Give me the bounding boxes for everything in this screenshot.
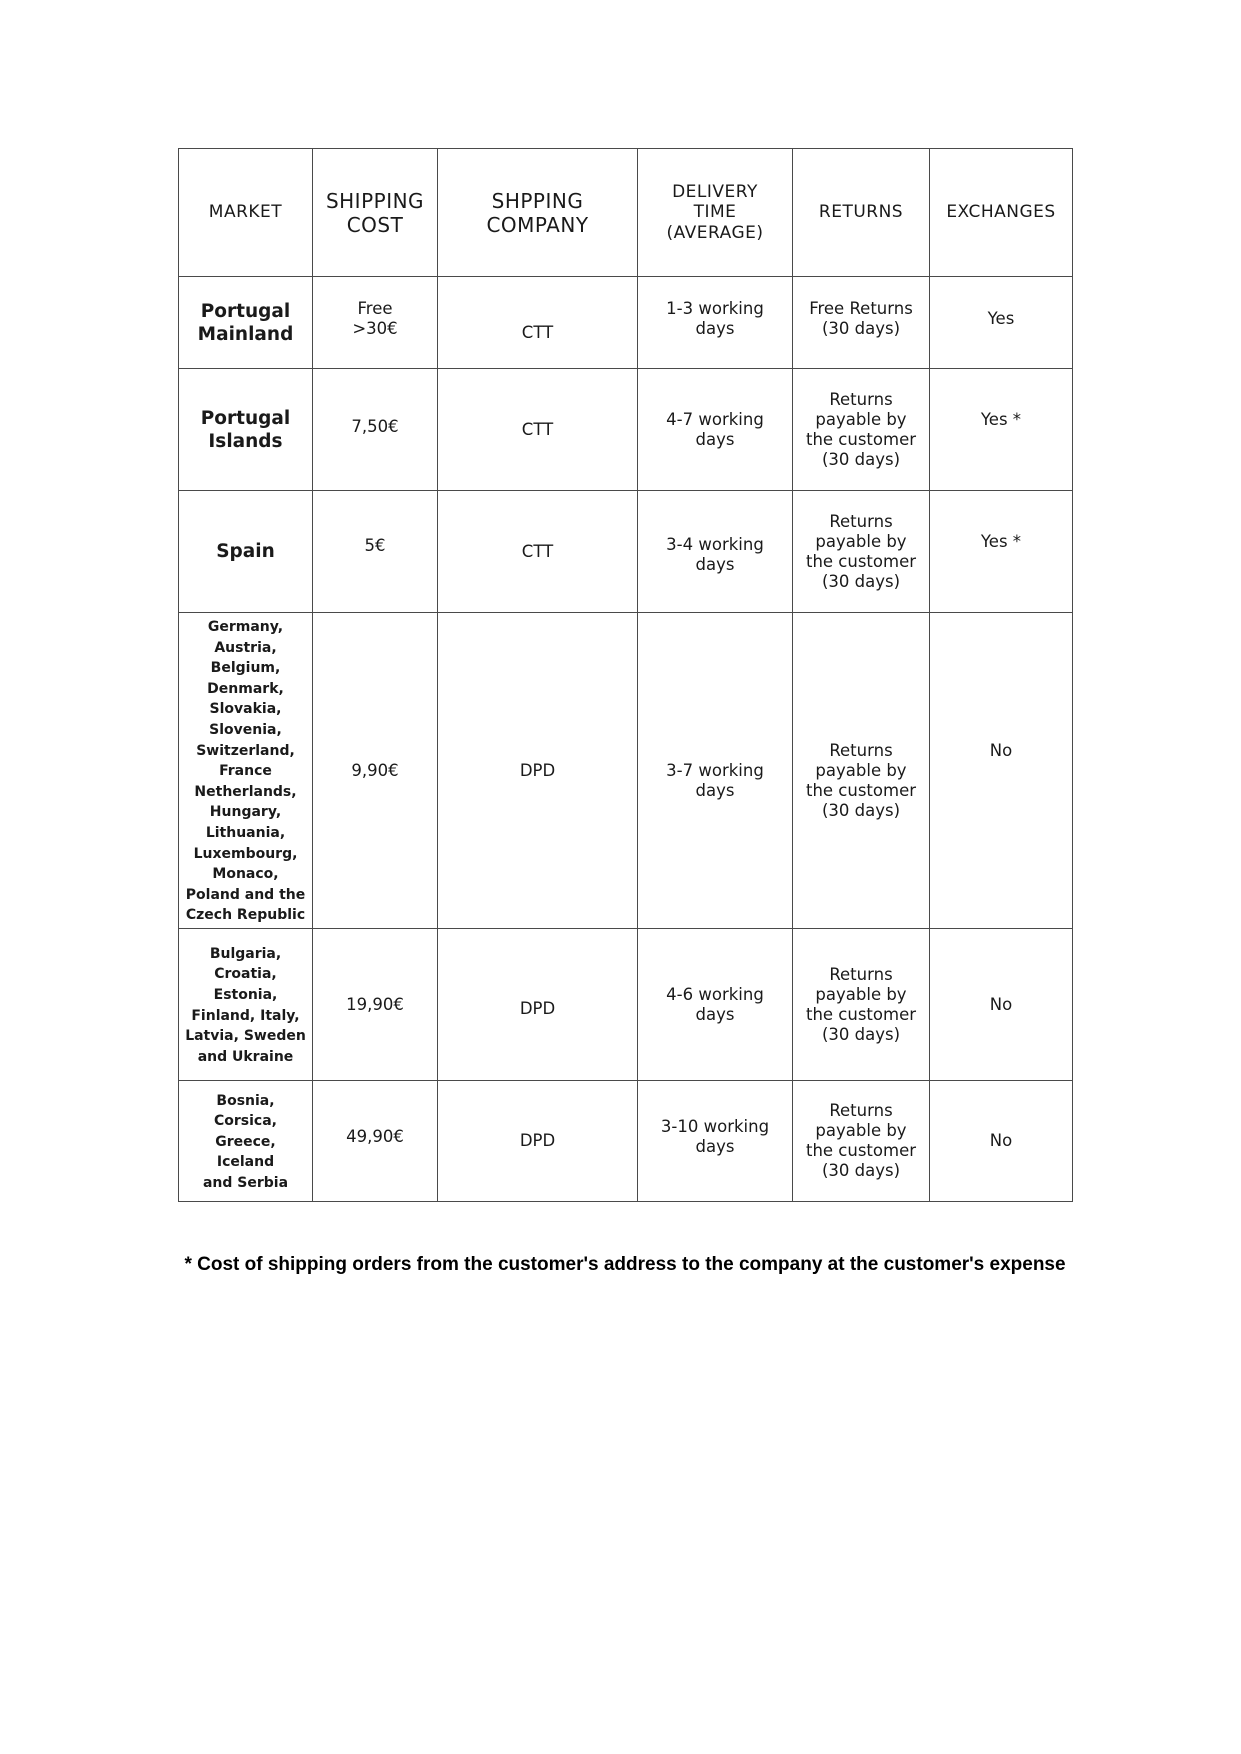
header-returns: RETURNS bbox=[793, 149, 930, 277]
table-row bbox=[179, 277, 1073, 369]
delivery-time-cell bbox=[638, 277, 793, 369]
market-name: Portugal Mainland bbox=[197, 300, 294, 345]
returns-value: Free Returns (30 days) bbox=[809, 298, 913, 338]
table-row bbox=[179, 491, 1073, 613]
header-shipping-cost: SHIPPING COST bbox=[313, 149, 438, 277]
shipping-company-cell bbox=[438, 613, 638, 929]
returns-cell bbox=[793, 929, 930, 1081]
market-name: Bosnia, Corsica, Greece, Iceland and Serbia bbox=[202, 1092, 289, 1191]
shipping-company-value: CTT bbox=[521, 419, 554, 439]
market-cell bbox=[179, 1081, 313, 1202]
shipping-cost-cell bbox=[313, 1081, 438, 1202]
exchanges-cell bbox=[930, 613, 1073, 929]
returns-cell bbox=[793, 277, 930, 369]
exchanges-cell bbox=[930, 491, 1073, 613]
table-row bbox=[179, 613, 1073, 929]
header-exchanges: EXCHANGES bbox=[930, 149, 1073, 277]
market-name: Bulgaria, Croatia, Estonia, Finland, Italy, Latvia, Sweden and Ukraine bbox=[185, 945, 306, 1065]
shipping-company-value: DPD bbox=[519, 760, 556, 780]
shipping-cost-cell bbox=[313, 929, 438, 1081]
shipping-cost-value: 49,90€ bbox=[346, 1127, 404, 1146]
returns-value: Returns payable by the customer (30 days) bbox=[805, 740, 917, 820]
exchanges-value: Yes * bbox=[980, 531, 1022, 551]
returns-cell bbox=[793, 613, 930, 929]
table-row bbox=[179, 369, 1073, 491]
shipping-cost-cell bbox=[313, 277, 438, 369]
delivery-time-value: 3-7 working days bbox=[666, 760, 764, 800]
exchanges-value: Yes * bbox=[980, 409, 1022, 429]
returns-cell bbox=[793, 369, 930, 491]
shipping-cost-value: Free >30€ bbox=[352, 298, 398, 338]
table-row bbox=[179, 1081, 1073, 1202]
table-header bbox=[179, 149, 1073, 277]
shipping-cost-value: 7,50€ bbox=[351, 416, 399, 436]
delivery-time-value: 4-6 working days bbox=[666, 984, 764, 1024]
delivery-time-cell bbox=[638, 491, 793, 613]
shipping-company-value: CTT bbox=[521, 322, 554, 342]
returns-cell bbox=[793, 1081, 930, 1202]
shipping-company-cell bbox=[438, 369, 638, 491]
shipping-company-value: DPD bbox=[519, 1131, 556, 1150]
returns-value: Returns payable by the customer (30 days) bbox=[805, 511, 917, 591]
shipping-table bbox=[178, 148, 1073, 1202]
market-cell bbox=[179, 613, 313, 929]
returns-value: Returns payable by the customer (30 days) bbox=[805, 964, 917, 1044]
delivery-time-cell bbox=[638, 929, 793, 1081]
exchanges-cell bbox=[930, 929, 1073, 1081]
shipping-company-cell bbox=[438, 277, 638, 369]
exchanges-value: No bbox=[989, 1131, 1013, 1150]
shipping-cost-cell bbox=[313, 491, 438, 613]
shipping-company-value: CTT bbox=[521, 541, 554, 561]
market-cell bbox=[179, 369, 313, 491]
market-name: Spain bbox=[216, 541, 275, 562]
market-name: Germany, Austria, Belgium, Denmark, Slovakia, Slovenia, Switzerland, France Netherlands, Hungary, Lithuania, Luxembourg, Monaco, Poland and the Czech Republic bbox=[185, 619, 306, 924]
shipping-cost-value: 9,90€ bbox=[351, 760, 399, 780]
market-name: Portugal Islands bbox=[200, 407, 291, 452]
exchanges-cell bbox=[930, 277, 1073, 369]
delivery-time-cell bbox=[638, 1081, 793, 1202]
exchanges-value: No bbox=[989, 994, 1013, 1014]
exchanges-cell bbox=[930, 369, 1073, 491]
delivery-time-value: 1-3 working days bbox=[666, 298, 764, 338]
market-cell bbox=[179, 491, 313, 613]
table-body bbox=[179, 277, 1073, 1202]
market-cell bbox=[179, 277, 313, 369]
footnote: * Cost of shipping orders from the customer's address to the company at the customer's expense bbox=[184, 1254, 1066, 1275]
shipping-cost-value: 5€ bbox=[364, 535, 386, 555]
shipping-company-cell bbox=[438, 1081, 638, 1202]
delivery-time-value: 3-4 working days bbox=[666, 534, 764, 574]
delivery-time-cell bbox=[638, 613, 793, 929]
exchanges-cell bbox=[930, 1081, 1073, 1202]
returns-value: Returns payable by the customer (30 days) bbox=[805, 389, 917, 469]
header-market: MARKET bbox=[179, 149, 313, 277]
shipping-company-value: DPD bbox=[519, 998, 556, 1018]
table-row bbox=[179, 929, 1073, 1081]
delivery-time-value: 3-10 working days bbox=[660, 1117, 770, 1156]
returns-value: Returns payable by the customer (30 days) bbox=[805, 1101, 917, 1180]
exchanges-value: No bbox=[989, 740, 1013, 760]
exchanges-value: Yes bbox=[987, 308, 1015, 328]
shipping-company-cell bbox=[438, 929, 638, 1081]
header-row bbox=[179, 149, 1073, 277]
market-cell bbox=[179, 929, 313, 1081]
returns-cell bbox=[793, 491, 930, 613]
delivery-time-value: 4-7 working days bbox=[666, 409, 764, 449]
shipping-cost-value: 19,90€ bbox=[346, 994, 404, 1014]
delivery-time-cell bbox=[638, 369, 793, 491]
header-delivery-time: DELIVERY TIME (AVERAGE) bbox=[638, 149, 793, 277]
shipping-cost-cell bbox=[313, 369, 438, 491]
shipping-company-cell bbox=[438, 491, 638, 613]
header-shipping-company: SHPPING COMPANY bbox=[438, 149, 638, 277]
shipping-cost-cell bbox=[313, 613, 438, 929]
